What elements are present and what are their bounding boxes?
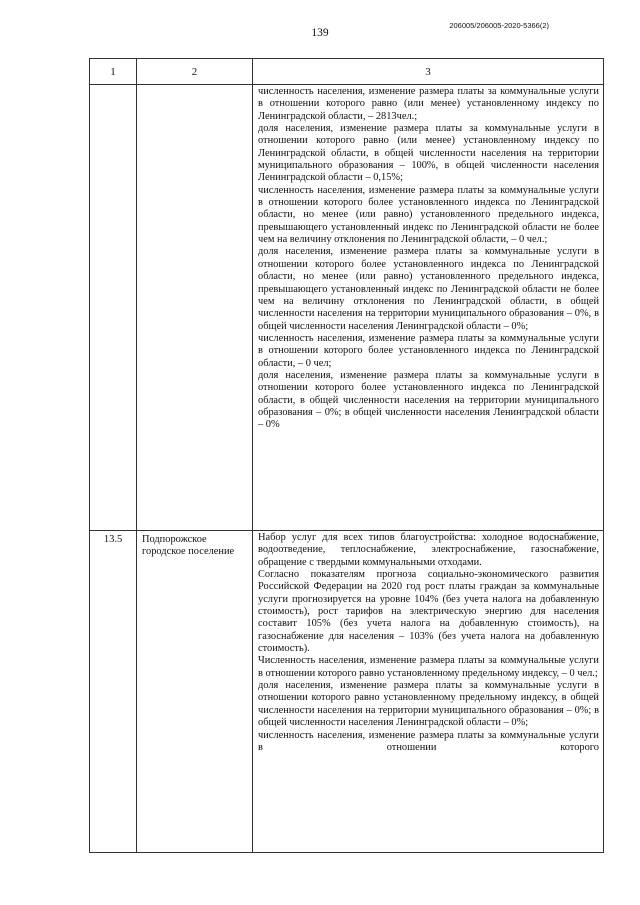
document-id: 206005/206005-2020-5366(2) <box>449 21 549 30</box>
data-table <box>89 58 604 853</box>
column-header-3: 3 <box>253 59 604 85</box>
paragraph: Согласно показателям прогноза социально-экономического развития Российской Федерации на 2020 год рост платы граждан за коммунальные услуги прогнозируется на уровне 104% (без учета налога на добавленную стоимость), рост тарифов на электрическую энергию для населения составит 105% (без учета налога на добавленную стоимость), на газоснабжение для населения – 103% (без учета налога на добавленную стоимость). <box>258 569 599 655</box>
municipality-name <box>137 85 253 531</box>
paragraph: численность населения, изменение размера платы за коммунальные услуги в отношении которого <box>258 729 599 753</box>
column-header-1: 1 <box>90 59 137 85</box>
paragraph: численность населения, изменение размера платы за коммунальные услуги в отношении которого равно (или менее) установленному индексу по Ленинградской области, – 2813чел.; <box>258 86 599 122</box>
paragraph: Численность населения, изменение размера платы за коммунальные услуги в отношении которого равно установленному предельному индексу, – 0 чел.; <box>258 655 599 679</box>
description-cell <box>253 85 604 531</box>
paragraph: доля населения, изменение размера платы за коммунальные услуги в отношении которого равно установленному предельному индексу, в общей численности населения на территории муниципального образования – 0%; в общей численности населения Ленинградской области – 0%; <box>258 680 599 729</box>
table-header-row <box>90 59 604 85</box>
page-number: 139 <box>311 27 329 39</box>
paragraph: Набор услуг для всех типов благоустройства: холодное водоснабжение, водоотведение, теплоснабжение, электроснабжение, газоснабжение, обращение с твердыми коммунальными отходами. <box>258 532 599 568</box>
row-number: 13.5 <box>90 531 137 853</box>
row-number <box>90 85 137 531</box>
description-cell <box>253 531 604 853</box>
table-row <box>90 85 604 531</box>
table-row <box>90 531 604 853</box>
municipality-name: Подпорожское городское поселение <box>137 531 253 853</box>
paragraph: доля населения, изменение размера платы за коммунальные услуги в отношении которого более установленного индекса по Ленинградской области, но менее (или равно) установленного предельного индекса, превышающего установленный индекс по Ленинградской области не более чем на величину отклонения по Ленинградской области, в общей численности населения на территории муниципального образования – 0%, в общей численности населения Ленинградской области – 0%; <box>258 246 599 332</box>
paragraph: доля населения, изменение размера платы за коммунальные услуги в отношении которого равно (или менее) установленному индексу по Ленинградской области, в общей численности населения на территории муниципального образования – 100%, в общей численности населения Ленинградской области – 0,15%; <box>258 123 599 184</box>
column-header-2: 2 <box>137 59 253 85</box>
paragraph: доля населения, изменение размера платы за коммунальные услуги в отношении которого более установленного индекса по Ленинградской области, в общей численности населения на территории муниципального образования – 0%; в общей численности населения Ленинградской области – 0% <box>258 369 599 431</box>
paragraph: численность населения, изменение размера платы за коммунальные услуги в отношении которого более установленного индекса по Ленинградской области, но менее (или равно) установленного предельного индекса, превышающего установленный индекс по Ленинградской области не более чем на величину отклонения по Ленинградской области, – 0 чел.; <box>258 184 599 246</box>
paragraph: численность населения, изменение размера платы за коммунальные услуги в отношении которого более установленного индекса по Ленинградской области, – 0 чел; <box>258 332 599 369</box>
